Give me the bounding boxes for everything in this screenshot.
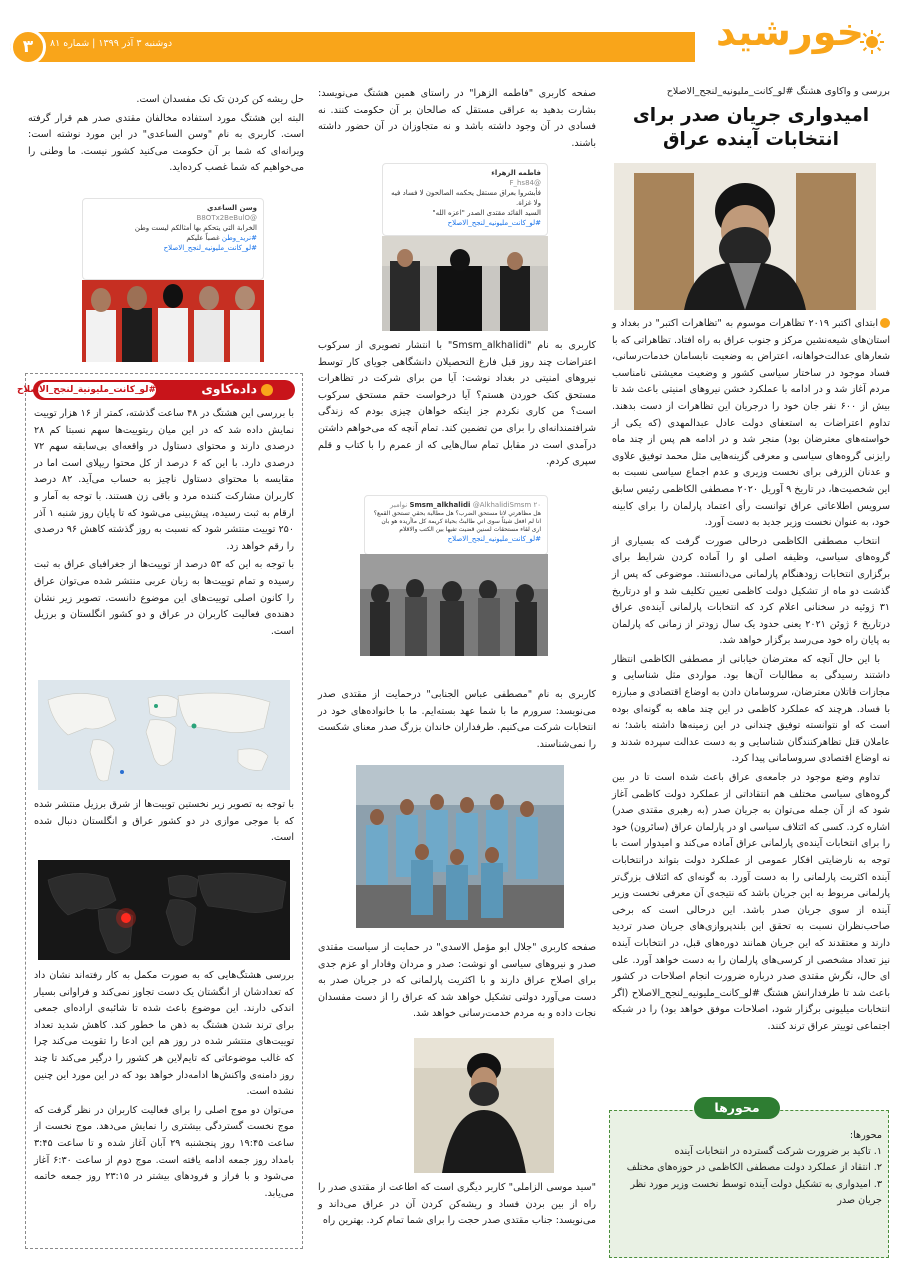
- world-activity-map: [38, 680, 290, 790]
- middle-paragraph-5: "سید موسی الزاملی" کاربر دیگری است که اطاعت از مقتدی صدر را راه از بین بردن فساد و ریشه‌کن کردن آن در عراق می‌داند و می‌نویسد: جناب مقتدی صدر حجت را برای شما تمام کرد. بهترین راه: [318, 1182, 596, 1227]
- middle-paragraph-2: کاربری به نام "Smsm_alkhalidi" با انتشار تصویری از سرکوب اعتراضات چند روز قبل فارغ التحصیلان دانشگاهی جویای کار توسط نیروهای امنیتی در بغداد نوشت: آیا من برای شرکت در تظاهرات مستحق کتک خوردن هستم؟ آیا درخواست حقم مستحق سرکوب است؟ من کاری نکردم جز اینکه خواهان چیزی بودم که زندگی شرافتمندانه‌ای را برای من تضمین کند. تمام آنچه که می‌خواهم داشتن درآمدی است در مقابل تمام سال‌هایی که از عمرم را با کتاب و قلم سپری کردم.: [318, 340, 596, 468]
- key-points-intro: محورها:: [849, 1130, 882, 1141]
- tweet-card-2: [364, 495, 548, 555]
- data-paragraph-3: با توجه به تصویر زیر نخستین توییت‌ها از شرق برزیل منتشر شده که با موجی موازی در دو کشور عراق و انگلستان دنبال شده است.: [34, 799, 294, 844]
- protest-crowd-photo: [360, 554, 548, 656]
- data-mining-body-1: [34, 406, 294, 640]
- tweet-card-1: [382, 163, 548, 236]
- article-paragraph-3: با این حال آنچه که معترضان خیابانی از مصطفی الکاظمی انتظار داشتند رسیدگی به مطالبات آن‌ها بود. مواردی مثل شناسایی و مجازات قاتلان معترضان، سروسامان دادن به اوضاع اقتصادی و مبارزه با فساد. هرچند که عملکرد کاظمی در این چند ماهه به گونه‌ای بوده است که او نتوانسته توفیق چندانی در این زمینه‌ها داشته باشد؛ نه عاملان قتل تظاهرکنندگان شناسایی و به دست عدالت سپرده شدند و نه اوضاع اقتصادی سروسامانی پیدا کرد.: [612, 653, 890, 765]
- tweet-3-tag-line: [89, 233, 257, 243]
- data-paragraph-1: با بررسی این هشتگ در ۴۸ ساعت گذشته، کمتر از ۱۶ هزار توییت نمایش داده شد که در این میان ریتوییت‌ها سهم نسبتا کم ۲۸ درصدی دارند و محتوای دستاول در واقعه‌ای بی‌سابقه سهم ۷۲ درصدی دارد. با این که ۶ درصد از کل محتوا ریپلای است اما در مقایسه با محتوای دستاول ناچیز به حساب می‌آید. ۸۲ درصد کاربران مشارکت کننده مرد و باقی زن هستند. با توجه به آمار و ارقام به ثبت رسیده، پیش‌بینی می‌شود که تا پایان روز شنبه ۱ آذر ۲۵۰ توییت منتشر شود که نسبت به روز گذشته کاهش ۹۶ درصدی را رقم خواهد زد.: [34, 408, 295, 552]
- key-points-list: [620, 1128, 882, 1209]
- key-points-title: محورها: [694, 1097, 780, 1119]
- middle-paragraph-3: کاربری به نام "مصطفی عباس الجنابی" درحمایت از مقتدی صدر می‌نویسد: سرورم ما با شما عهد بسته‌ایم. ما با خانواده‌های خود در انتخابات شرکت می‌کنیم. طرفداران خاندان بزرگ صدر معنای شکست را نمی‌شناسند.: [318, 689, 596, 750]
- header-bar-right: [395, 32, 695, 62]
- headline-line-1: امیدواری جریان صدر برای: [632, 105, 870, 126]
- tweet-1-handle: @F_hs84: [509, 179, 541, 187]
- tweet-1-text: فأبشروا بعراق مستقل يحكمه الصالحون لا فساد فيه ولا غزاة.: [391, 189, 541, 207]
- tweet-3-hashtag-1: #نريد_وطن: [221, 234, 257, 242]
- left-paragraph-2: البته این هشتگ مورد استفاده مخالفان مقتدی صدر هم قرار گرفته است. کاربری به نام "وسن الساعدی" در این مورد نوشته است: ویرانه‌ای که شما بر آن حکومت می‌کنید کشور نیست. ما وطنی را می‌خواهیم که شما غصب کرده‌اید.: [28, 112, 304, 174]
- dark-activity-map: [38, 860, 290, 960]
- tweet-2-hashtag: #لو_كانت_مليونيه_لنجح_الاصلاح: [447, 535, 541, 543]
- article-paragraph-4: تداوم وضع موجود در جامعه‌ی عراق باعث شده است تا در بین گروه‌های سیاسی مختلف هم انتقاداتی از عملکرد دولت کاظمی آغاز شود که از آن جمله می‌توان به جریان صدر (به رهبری مقتدی صدر) اشاره کرد. کسی که ائتلاف سیاسی او در پارلمان عراق (سائرون) خود را برای انتخابات آینده‌ی پارلمانی عراق آماده می‌کند و امیدوار است با توجه به نارضایتی افکار عمومی از عملکرد دولت بتواند درانتخابات آینده اکثریت پارلمانی را به دست آورد. به گونه‌ای که ائتلاف بزرگ‌تر پارلمانی مربوط به این جریان باشد که نتیجه‌ی آن معرفی نخست وزیر آینده از سوی جریان صدر باشد. این درحالی است که برخی صاحب‌نظران نسبت به تحقق این بلندپروازی‌های جریان صدر تردید دارند و معتقدند که این جریان همانند دوره‌های قبل، در انتخابات آینده نیز تعداد مشخصی از کرسی‌های پارلمان را به دست خواهد آورد. علی ای حال، نگرش مقتدی صدر درباره ضرورت انجام اصلاحات در کشور باعث شد تا طرفدارانش هشتگ #لو_کانت_ملیونیه_لنجح_الاصلاح (اگر انتخابات میلیونی برگزار شود، اصلاحات موفق خواهد بود) را در شبکه اجتماعی توییتر عراق ترند کنند.: [612, 772, 890, 1032]
- page-number: ۳: [10, 29, 46, 65]
- key-point-1: ۱. تاکید بر ضرورت شرکت گسترده در انتخابات آینده: [674, 1146, 882, 1158]
- small-sun-icon: [880, 318, 890, 328]
- data-paragraph-5: می‌توان دو موج اصلی را برای فعالیت کاربران در نظر گرفت که موج نخست گستردگی بیشتری را نمایش می‌دهد. موج نخست از ساعت ۱۹:۴۵ روز پنجشنبه ۲۹ آبان آغاز شده و تا ساعت ۳:۴۵ بامداد روز جمعه ادامه یافته است. موج دوم از ساعت ۶:۳۰ آغاز می‌شود و با فراز و فرودهای بیشتر در ۲۳:۱۵ روز جمعه خاتمه می‌یابد.: [34, 1104, 294, 1199]
- data-mining-title: داده‌کاوی: [155, 381, 273, 396]
- politicians-collage-photo: [82, 280, 264, 362]
- issue-date: دوشنبه ۳ آذر ۱۳۹۹ | شماره ۸۱: [50, 38, 173, 49]
- data-mining-body-3: [34, 968, 294, 1202]
- tweet-1-photo: [382, 236, 548, 331]
- middle-paragraph-4: صفحه کاربری "جلال ابو مؤمل الاسدی" در حمایت از سیاست مقتدی صدر و نیروهای سیاسی او نوشت: صدر و مردان وفادار او عزم جدی برای اصلاح عراق دارند و با اکثریت پارلمانی که در جریان صدر به دست می‌آورد دولتی تشکیل خواهد شد که عراق را از دست مفسدان نجات داده و به مردم خدمت‌رسانی خواهد شد.: [318, 942, 596, 1020]
- article-kicker: بررسی و واکاوی هشتگ #لو_کانت_ملیونیه_لنجح_الاصلاح: [666, 86, 890, 97]
- article-headline: [612, 104, 890, 152]
- tweet-2-handle: @AlkhalidiSmsm: [472, 501, 532, 509]
- left-paragraph-1: حل ریشه کن کردن تک تک مفسدان است.: [136, 94, 304, 105]
- newspaper-logo: خورشید: [716, 10, 864, 54]
- tweet-3-hashtag-1-text: غصباً عليكم: [186, 234, 220, 242]
- supporters-group-photo: [356, 765, 564, 928]
- tweet-2-time: ۲۰ نوامبر: [390, 501, 541, 509]
- sun-icon: [860, 30, 884, 54]
- headline-line-2: انتخابات آینده عراق: [663, 129, 839, 150]
- tweet-3-handle: @B8OTx2BeBulO: [196, 214, 257, 222]
- middle-block-5: [318, 1180, 596, 1230]
- tweet-2-text: هل مظاهرتي لانا مستحق الضرب؟ هل مطالبة بحقي تستحق القمع؟ انا لم افعل شيئاً سوى اني طالبتُ بحياة كريمة كل ماأريده هو بان ارى لقاء مستحقات لسنين قضيت تفيها بين الكتب والاقلام: [373, 510, 541, 533]
- middle-block-3: [318, 687, 596, 753]
- middle-block-2: [318, 338, 596, 471]
- middle-block-4: [318, 940, 596, 1023]
- data-paragraph-4: بررسی هشتگ‌هایی که به صورت مکمل به کار رفته‌اند نشان داد که تعدادشان از انگشتان یک دست تجاوز نمی‌کند و فراوانی بسیار اندکی دارند. این موضوع باعث شده تا شائبه‌ی اراده‌ای جمعی برای ترند شدن هشتگ به ذهن ما خطور کند. کاهش شدید تعداد توییت‌های منتشر شده در روز هم این ادعا را تقویت می‌کند چرا که غالب موضوعاتی که تایم‌لاین هر کشور را درگیر می‌کند تا چند روز دامنه‌ی واکنش‌ها ادامه‌دار خواهد بود که در این مورد این چنین نشده است.: [34, 970, 294, 1098]
- data-mining-hashtag: #لو_کانت_ملیونیة_لنجح_الاصلاح: [38, 382, 156, 398]
- tweet-3-text: الخرابة التي يتحكم بها أمثالكم ليست وطن: [134, 224, 257, 232]
- data-paragraph-2: با توجه به این که ۵۳ درصد از توییت‌ها از جغرافیای عراق به ثبت رسیده و تمام توییت‌ها به زبان عربی منتشر شده می‌توان عراق را کانون اصلی توییت‌های این موضوع دانست. تصویر زیر نشان دهنده‌ی فعالیت کاربران در عراق و دو کشور انگلستان و برزیل است.: [34, 559, 294, 637]
- muqtada-sadr-photo: [614, 163, 876, 310]
- middle-paragraph-1: صفحه کاربری "فاطمه الزهرا" در راستای همین هشتگ می‌نویسد: بشارت بدهید به عراقی مستقل که صالحان بر آن حکومت کنند. نه فسادی در آن وجود داشته باشد و نه متجاوزان در آن حضور داشته باشند.: [318, 88, 596, 149]
- sadr-standing-photo: [414, 1038, 554, 1173]
- gear-sun-icon: [261, 384, 273, 396]
- tweet-2-user: Smsm_alkhalidi: [409, 501, 471, 509]
- tweet-1-user: فاطمه الزهراء: [491, 169, 541, 177]
- tweet-2-header: [371, 500, 541, 510]
- article-paragraph-1: ابتدای اکتبر ۲۰۱۹ تظاهرات موسوم به "تظاهرات اکتبر" در بغداد و استان‌های شیعه‌نشین مرکز و جنوب عراق به راه افتاد. تظاهراتی که با شعارهای عدالت‌خواهانه، اعتراض به وضعیت نابسامان خدمات‌رسانی، فساد موجود در ساختار سیاسی کشور و وضعیت معیشتی نامناسب مردم آغاز شد و در ادامه با عملکرد خشن نیروهای امنیتی باعث شد تا بیش از ۶۰۰ نفر جان خود را درجریان این تظاهرات از دست بدهند. تداوم اعتراضات به استعفای دولت عادل عبدالمهدی (که یکی از خواسته‌های معترضان بود) منجر شد و در ادامه هم پس از چند ماه رایزنی گروه‌های سیاسی و معرفی گزینه‌هایی مثل محمد توفیق علاوی و عدنان الزرفی برای نخست وزیری و عدم اجماع سیاسی نسبت به این شخصیت‌ها، در تاریخ ۹ آوریل ۲۰۲۰ مصطفی الکاظمی رئیس سابق سرویس اطلاعاتی عراق توانست رأی اعتماد پارلمان را برای کابینه خود، به عنوان نخست وزیر جدید به دست آورد.: [612, 318, 891, 529]
- middle-block-1: [318, 86, 596, 152]
- article-body: [612, 316, 890, 1036]
- page-header: [0, 0, 904, 70]
- tweet-1-hashtag: #لو_كانت_مليونيه_لنجح_الاصلاح: [447, 219, 541, 227]
- key-point-2: ۲. انتقاد از عملکرد دولت مصطفی الکاظمی در حوزه‌های مختلف: [626, 1162, 882, 1174]
- key-point-3: ۳. امیدواری به تشکیل دولت آینده توسط نخست وزیر مورد نظر جریان صدر: [630, 1178, 882, 1206]
- article-paragraph-2: انتخاب مصطفی الکاظمی درحالی صورت گرفت که بسیاری از گروه‌های سیاسی، وظیفه اصلی او را آماده کردن شرایط برای برگزاری انتخابات زودهنگام پارلمانی می‌دانستند. موضوعی که پس از گذشت دو ماه از تشکیل دولت کاظمی تعیین تکلیف شد و او درتاریخ ۳۱ ژوئیه در سخنانی اعلام کرد که انتخابات پارلمانی آینده‌ی عراق درتاریخ ۶ ژوئن ۲۰۲۱ یعنی حدود یک سال زودتر از زمانی که پارلمان به پایان راه خود می‌رسد برگزار خواهد شد.: [612, 535, 891, 647]
- data-mining-body-2: [34, 797, 294, 847]
- left-block-top: [28, 92, 304, 177]
- tweet-3-user: وسن الساعدي: [207, 204, 257, 212]
- tweet-3-hashtag-2: #لو_كانت_مليونيه_لنجح_الاصلاح: [163, 244, 257, 252]
- tweet-1-quote: السيد القائد مقتدى الصدر "اعزه الله": [432, 209, 541, 217]
- tweet-card-3: [82, 198, 264, 280]
